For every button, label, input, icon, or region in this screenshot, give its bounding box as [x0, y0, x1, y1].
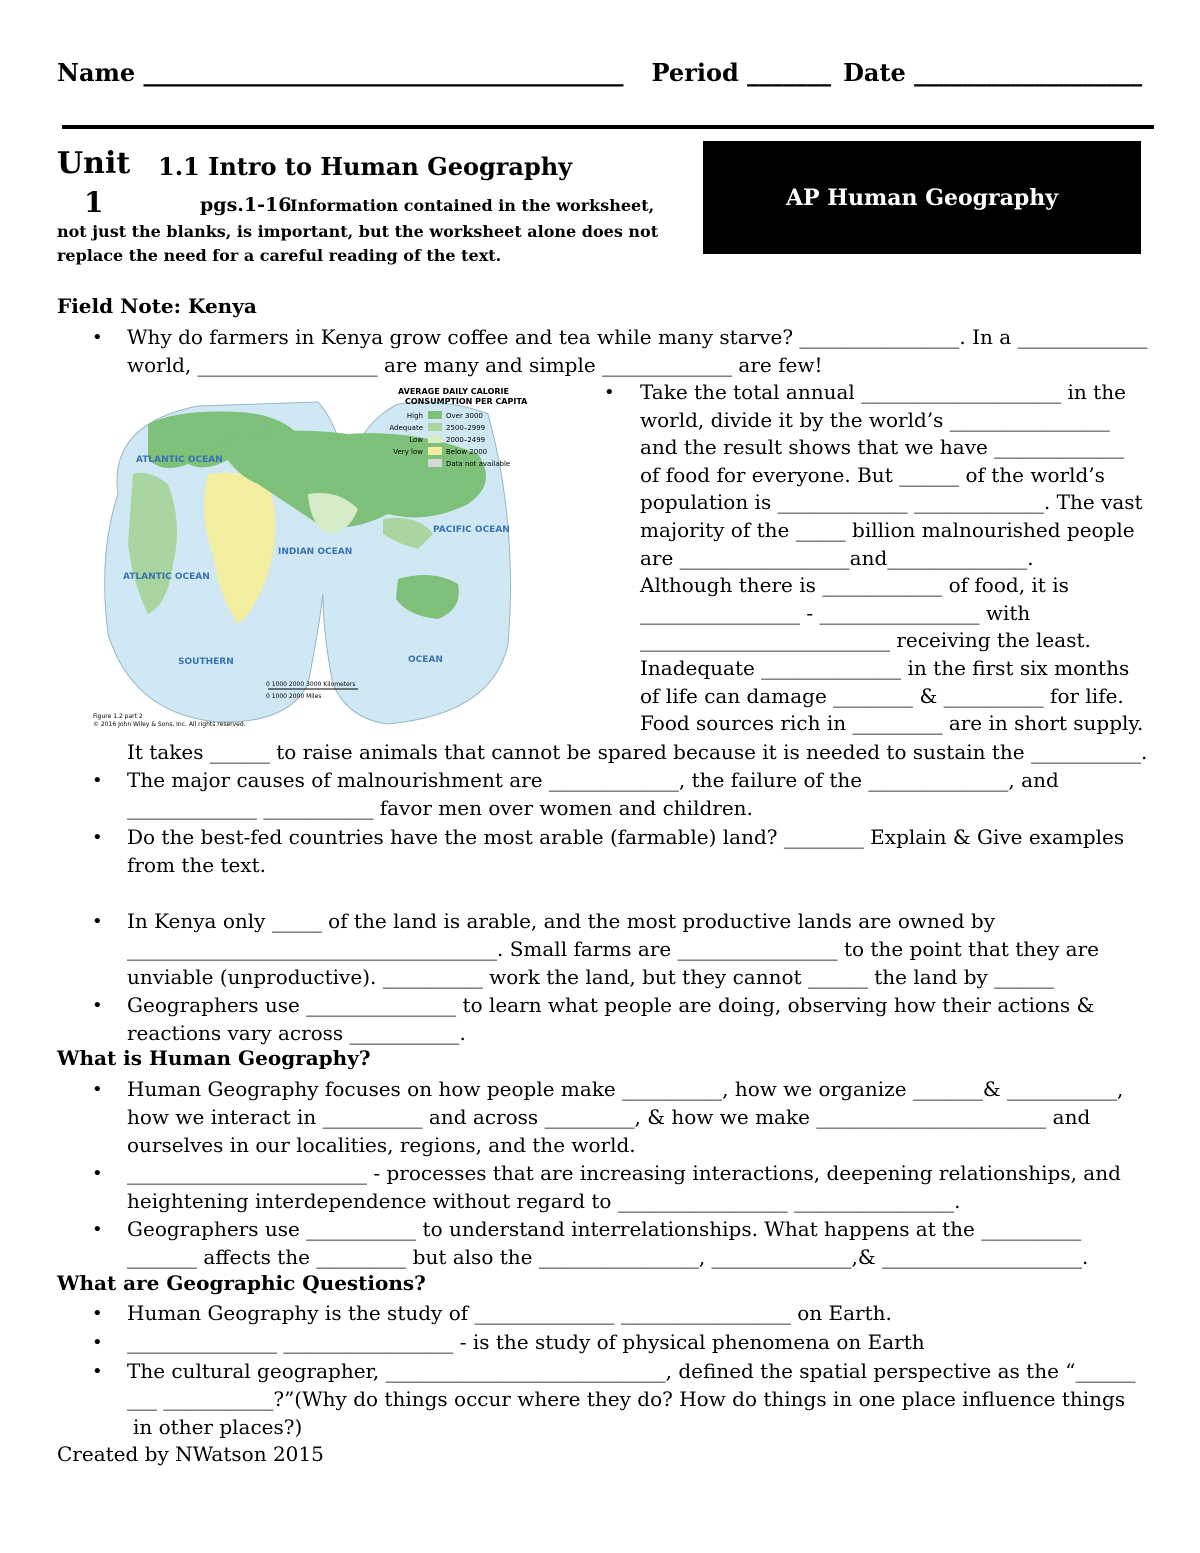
paragraph-line: Take the total annual ____________________ in the [640, 380, 1126, 404]
section-heading-field-note: Field Note: Kenya [57, 294, 257, 318]
legend-range: 2500–2999 [446, 424, 486, 432]
paragraph-line: are _________________and______________. [640, 545, 1034, 570]
course-title: AP Human Geography [785, 184, 1059, 211]
paragraph-line: heightening interdependence without regard to _________________ ________________. [127, 1189, 961, 1213]
paragraph-line: Human Geography is the study of ______________ _________________ on Earth. [127, 1301, 892, 1325]
legend-title: CONSUMPTION PER CAPITA [405, 397, 528, 406]
bullet-icon: • [92, 1163, 103, 1184]
paragraph-line: Inadequate ______________ in the first six months [640, 655, 1130, 680]
paragraph-line: _______ affects the _________ but also the ________________, ______________,& ____________________. [127, 1245, 1089, 1269]
unit-label: Unit [57, 146, 131, 181]
figure-copyright: © 2016 John Wiley & Sons, Inc. All rights reserved. [93, 721, 246, 728]
legend-swatch [428, 447, 442, 455]
bullet-icon: • [92, 770, 103, 791]
paragraph-line: from the text. [127, 853, 266, 877]
scale-km: 0 1000 2000 3000 Kilometers [266, 681, 356, 688]
paragraph-line: _________________________ receiving the least. [640, 628, 1091, 653]
bullet-icon: • [92, 327, 103, 348]
instruction-line-2: replace the need for a careful reading of the text. [57, 246, 502, 265]
bullet-icon: • [604, 382, 615, 403]
ocean-label: ATLANTIC OCEAN [136, 455, 223, 465]
name-field[interactable]: Name ________________________________________ [57, 58, 624, 87]
legend-range: Below 2000 [446, 448, 488, 456]
legend-label: Adequate [389, 424, 423, 432]
bullet-icon: • [92, 1219, 103, 1240]
paragraph-line: of food for everyone. But ______ of the world’s [640, 462, 1105, 487]
paragraph-line: Although there is ____________ of food, it is [640, 573, 1069, 598]
paragraph-line: majority of the _____ billion malnourished people [640, 517, 1135, 542]
instruction-note-start: Information contained in the worksheet, [290, 196, 655, 215]
paragraph-line: ___ ___________?”(Why do things occur where they do? How do things in one place influence things [127, 1387, 1126, 1411]
bullet-icon: • [92, 1332, 103, 1353]
instruction-note [57, 220, 667, 268]
date-field[interactable]: Date ___________________ [843, 58, 1143, 87]
legend-swatch [428, 411, 442, 419]
paragraph-line: The cultural geographer, ____________________________, defined the spatial perspective as the “______ [127, 1359, 1136, 1383]
bullet-icon: • [92, 911, 103, 932]
period-field[interactable]: Period _______ [651, 58, 832, 87]
paragraph-line: how we interact in __________ and across _________, & how we make _______________________ and [127, 1105, 1091, 1129]
legend-range: Data not available [446, 460, 511, 468]
figure-caption: Figure 1.2 part 2 [93, 713, 143, 720]
paragraph-line: population is _____________ _____________. The vast [640, 490, 1143, 515]
course-title-box [703, 141, 1141, 254]
paragraph-line: Do the best-fed countries have the most arable (farmable) land? ________ Explain & Give examples [127, 825, 1125, 849]
world-calorie-map [88, 384, 588, 729]
bullet-icon: • [92, 1361, 103, 1382]
section-heading-human-geography: What is Human Geography? [57, 1046, 371, 1070]
paragraph-line: unviable (unproductive). __________ work the land, but they cannot ______ the land by ______ [127, 965, 1055, 989]
bullet-icon: • [92, 995, 103, 1016]
legend-swatch [428, 459, 442, 467]
legend-label: High [406, 412, 423, 420]
question-line: world, __________________ are many and simple _____________ are few! [127, 353, 823, 377]
author-credit: Created by NWatson 2015 [57, 1442, 324, 1466]
ocean-label: OCEAN [408, 655, 443, 665]
paragraph-line: In Kenya only _____ of the land is arable, and the most productive lands are owned by [127, 909, 996, 933]
paragraph-line: Geographers use ___________ to understand interrelationships. What happens at the __________ [127, 1217, 1082, 1241]
legend-label: Low [409, 436, 423, 444]
ocean-label: SOUTHERN [178, 657, 234, 667]
paragraph-line: It takes ______ to raise animals that cannot be spared because it is needed to sustain the ___________. [127, 740, 1148, 764]
ocean-label: INDIAN OCEAN [278, 547, 353, 557]
legend-range: 2000–2499 [446, 436, 486, 444]
legend-label: Very low [393, 448, 423, 456]
scale-mi: 0 1000 2000 Miles [266, 693, 322, 700]
paragraph-line: reactions vary across ___________. [127, 1021, 466, 1045]
instruction-line-1: not just the blanks, is important, but the worksheet alone does not [57, 222, 659, 241]
header-fields [57, 58, 1142, 87]
paragraph-line: ________________ - ________________ with [640, 600, 1031, 625]
paragraph-line: in other places?) [133, 1415, 303, 1439]
legend-swatch [428, 423, 442, 431]
paragraph-line: world, divide it by the world’s ________________ [640, 407, 1110, 432]
legend-range: Over 3000 [446, 412, 483, 420]
bullet-icon: • [92, 1079, 103, 1100]
paragraph-line: The major causes of malnourishment are _____________, the failure of the ______________, and [127, 768, 1059, 792]
header-divider [62, 125, 1154, 129]
ocean-label: ATLANTIC OCEAN [123, 572, 210, 582]
paragraph-line: _____________ ___________ favor men over women and children. [127, 796, 753, 820]
bullet-icon: • [92, 1303, 103, 1324]
paragraph-line: Food sources rich in _________ are in short supply. [640, 711, 1144, 736]
paragraph-line: ourselves in our localities, regions, and the world. [127, 1133, 636, 1157]
page-range: pgs.1-16 [200, 194, 292, 216]
paragraph-line: of life can damage ________ & __________ for life. [640, 683, 1124, 708]
paragraph-line: Geographers use _______________ to learn what people are doing, observing how their actions & [127, 993, 1095, 1017]
food-supply-paragraph [640, 379, 1143, 738]
bullet-icon: • [92, 827, 103, 848]
ocean-label: PACIFIC OCEAN [433, 525, 510, 535]
question-line: Why do farmers in Kenya grow coffee and tea while many starve? ________________. In a _____________ [127, 325, 1148, 349]
section-heading-geographic-questions: What are Geographic Questions? [57, 1271, 426, 1295]
unit-number: 1 [84, 186, 104, 219]
legend-title: AVERAGE DAILY CALORIE [398, 387, 509, 396]
paragraph-line: ________________________ - processes that are increasing interactions, deepening relationships, and [127, 1161, 1121, 1185]
paragraph-line: and the result shows that we have _____________ [640, 435, 1125, 460]
paragraph-line: _______________ _________________ - is the study of physical phenomena on Earth [127, 1330, 925, 1354]
legend-swatch [428, 435, 442, 443]
paragraph-line: Human Geography focuses on how people make __________, how we organize _______& ___________, [127, 1077, 1124, 1101]
page-title: 1.1 Intro to Human Geography [158, 152, 573, 181]
paragraph-line: _____________________________________. Small farms are ________________ to the point that they are [127, 937, 1099, 961]
